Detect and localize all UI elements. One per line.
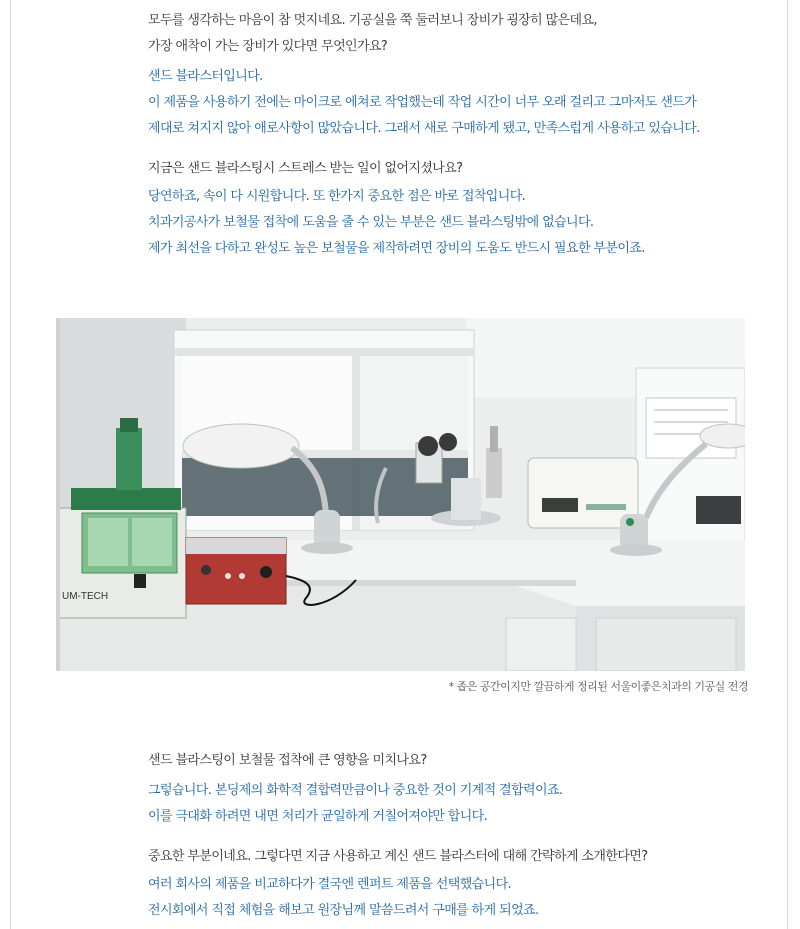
question-text: 가장 애착이 가는 장비가 있다면 무엇인가요? bbox=[148, 39, 388, 54]
answer-text: 전시회에서 직접 체험을 해보고 원장님께 말씀드려서 구매를 하게 되었죠. bbox=[148, 903, 539, 918]
answer-text: 제대로 쳐지지 않아 애로사항이 많았습니다. 그래서 새로 구매하게 됐고, 만족스럽게 사용하고 있습니다. bbox=[148, 121, 700, 136]
interview-section-2 bbox=[148, 748, 748, 924]
answer-text: 그렇습니다. 본딩제의 화학적 결합력만큼이나 중요한 것이 기계적 결합력이죠. bbox=[148, 783, 563, 798]
answer-text: 제가 최선을 다하고 완성도 높은 보철물을 제작하려면 장비의 도움도 반드시 필요한 부분이죠. bbox=[148, 241, 645, 256]
answer-text: 샌드 블라스터입니다. bbox=[148, 69, 263, 84]
question-text: 중요한 부분이네요. 그렇다면 지금 사용하고 계신 샌드 블라스터에 대해 간략하게 소개한다면? bbox=[148, 849, 648, 864]
answer-text: 당연하죠, 속이 다 시원합니다. 또 한가지 중요한 점은 바로 접착입니다. bbox=[148, 189, 526, 204]
dental-lab-photo bbox=[56, 318, 745, 671]
interview-section-1 bbox=[148, 8, 748, 262]
answer-text: 이를 극대화 하려면 내면 처리가 균일하게 거칠어져야만 합니다. bbox=[148, 809, 488, 824]
question-text: 모두를 생각하는 마음이 참 멋지네요. 기공실을 쭉 둘러보니 장비가 굉장히 많은데요, bbox=[148, 13, 597, 28]
question-text: 지금은 샌드 블라스팅시 스트레스 받는 일이 없어지셨나요? bbox=[148, 161, 463, 176]
answer-text: 이 제품을 사용하기 전에는 마이크로 에쳐로 작업했는데 작업 시간이 너무 오래 걸리고 그마저도 샌드가 bbox=[148, 95, 697, 110]
question-text: 샌드 블라스팅이 보철물 접착에 큰 영향을 미치나요? bbox=[148, 753, 427, 768]
device-brand-label: UM-TECH bbox=[62, 591, 109, 602]
answer-text: 치과기공사가 보철물 접착에 도움을 줄 수 있는 부분은 샌드 블라스팅밖에 없습니다. bbox=[148, 215, 594, 230]
answer-text: 여러 회사의 제품을 비교하다가 결국엔 렌퍼트 제품을 선택했습니다. bbox=[148, 877, 512, 892]
photo-caption: * 좁은 공간이지만 깔끔하게 정리된 서울이좋은치과의 기공실 전경 bbox=[448, 680, 748, 693]
